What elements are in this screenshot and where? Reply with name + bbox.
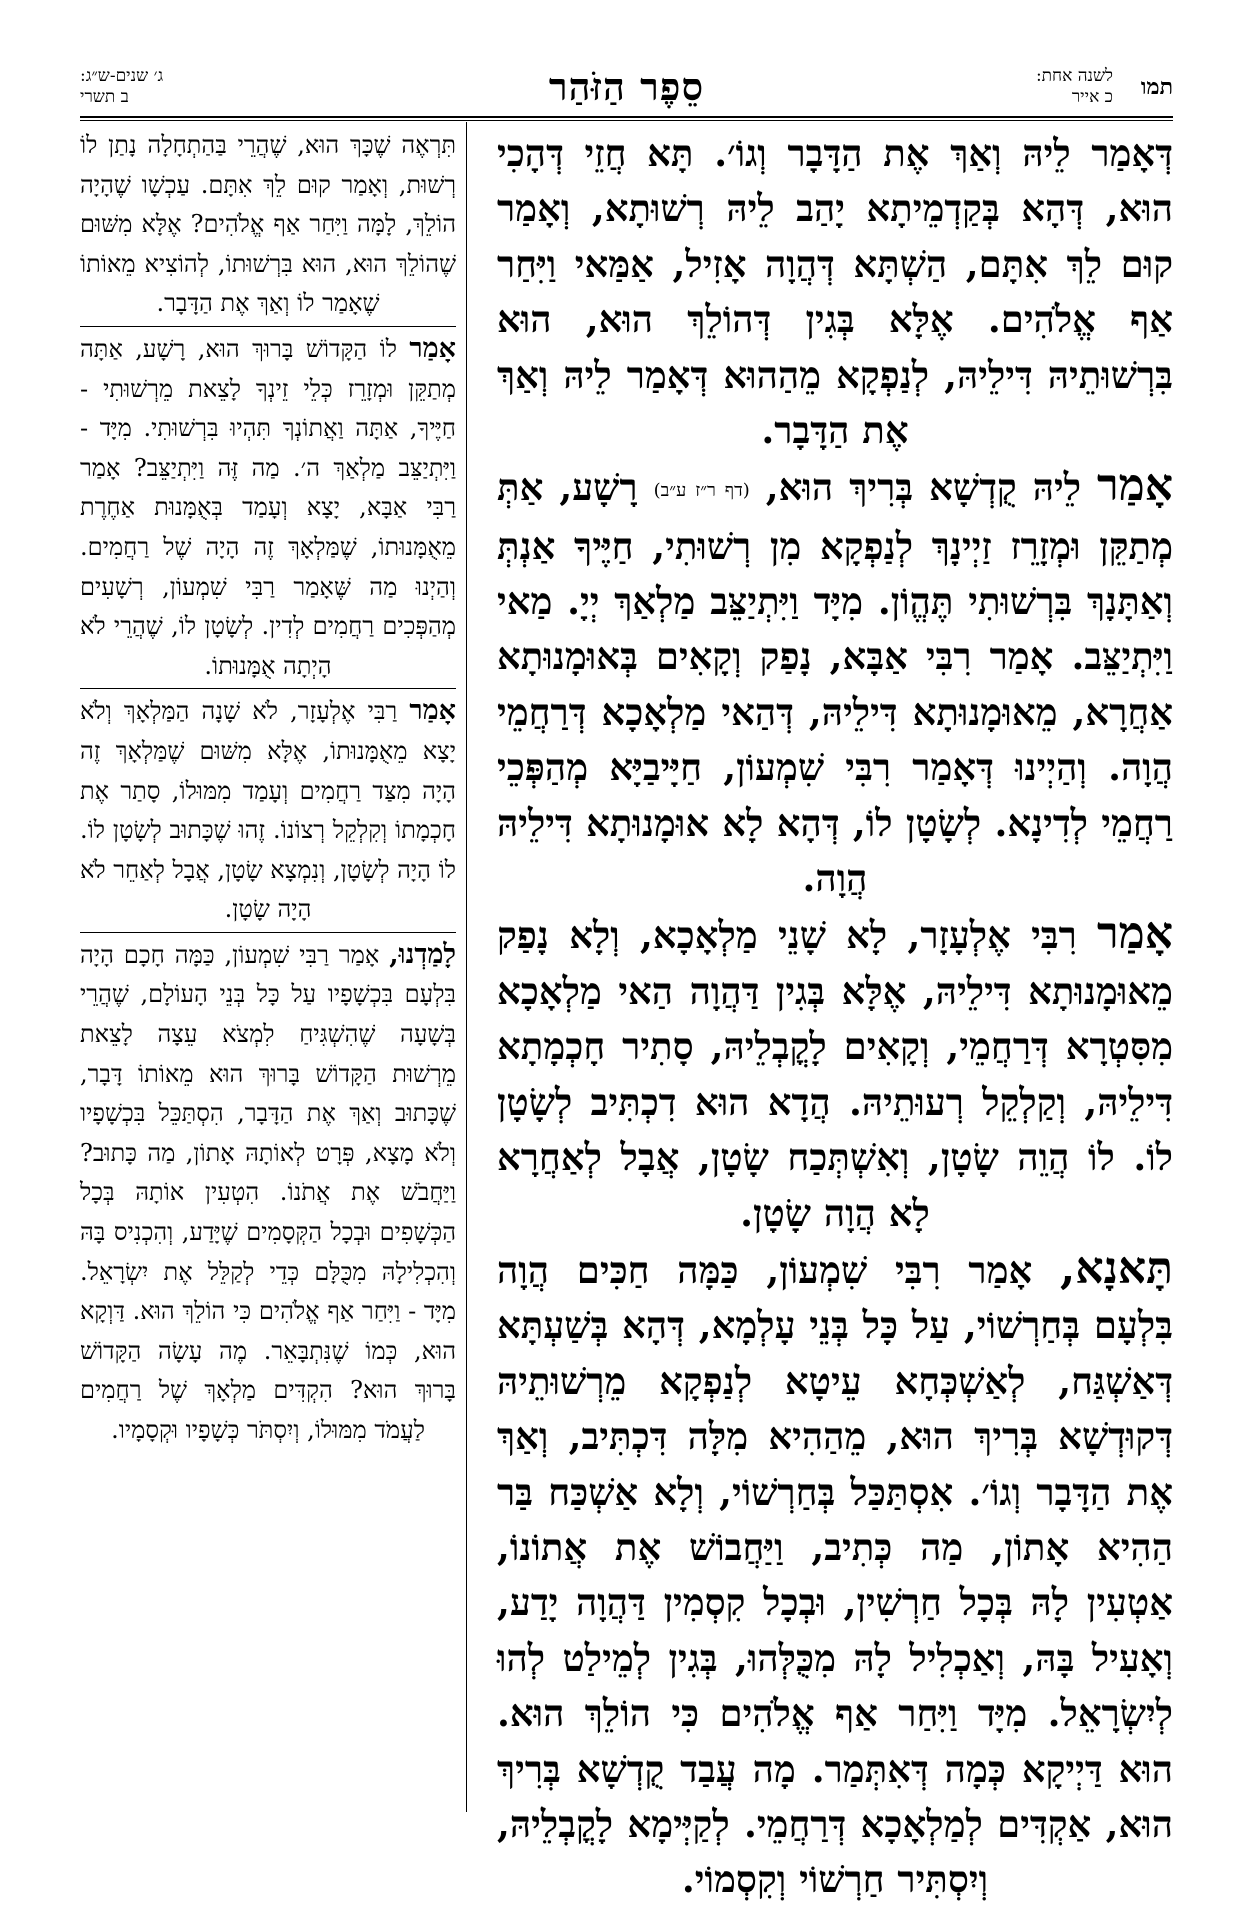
main-paragraph-4 [497,1241,1173,1908]
schedule-three-years [80,66,163,108]
page-header [80,62,1173,116]
side-paragraph-3-lead: אָמַר [409,695,456,727]
page-reference: (דף ר״ז ע״ב) [653,480,750,502]
main-paragraph-4-lead: תָּאנָא, [1060,1242,1173,1294]
schedule-one-year-date: כ אייר [1071,87,1113,107]
side-paragraph-1: תִּרְאֶה שֶׁכָּךְ הוּא, שֶׁהֲרֵי בַּהַתְחָלָה נָתַן לוֹ רְשׁוּת, וְאָמַר קוּם לֵךְ אִתָּם. עַכְשָׁו שֶׁהָיָה הוֹלֵךְ, לָמָּה וַיִּחַר אַף אֱלֹהִים? אֶלָּא מִשּׁוּם שֶׁהוֹלֵךְ הוּא, הוּא בִּרְשׁוּתוֹ, לְהוֹצִיא מֵאוֹתוֹ שֶׁאָמַר לוֹ וְאַךְ אֶת הַדָּבָר. [80,126,456,327]
main-paragraph-1: דְּאָמַר לֵיהּ וְאַךְ אֶת הַדָּבָר וְגוֹ׳. תָּא חֲזֵי דְּהָכִי הוּא, דְּהָא בְּקַדְמֵיתָא יָהַב לֵיהּ רְשׁוּתָא, וְאָמַר קוּם לֵךְ אִתָּם, הַשְׁתָּא דְּהֲוָה אָזִיל, אַמַּאי וַיִּחַר אַף אֱלֹהִים. אֶלָּא בְּגִין דְּהוֹלֵךְ הוּא, הוּא בִּרְשׁוּתֵיהּ דִּילֵיהּ, לְנַפְקָא מֵהַהוּא דְּאָמַר לֵיהּ וְאַךְ אֶת הַדָּבָר. [497,131,1173,453]
side-paragraph-2 [80,329,456,689]
main-paragraph-3-lead: אָמַר [1097,908,1173,960]
main-paragraph-3-text: רִבִּי אֶלְעָזָר, לָא שָׁנֵי מַלְאָכָא, וְלָא נָפַק מֵאוּמָנוּתָא דִּילֵיהּ, אֶלָּא בְּגִין דַּהֲוָה הַאי מַלְאָכָא מִסִּטְרָא דְּרַחֲמֵי, וְקָאִים לָקֳבְלֵיהּ, סָתִיר חָכְמָתָא דִּילֵיהּ, וְקַלְקֵל רְעוּתֵיהּ. הֲדָא הוּא דִכְתִּיב לְשָׂטָן לוֹ. לוֹ הֲוֵה שָׂטָן, וְאִשְׁתְּכַח שָׂטָן, אֲבָל לְאַחֲרָא לָא הֲוָה שָׂטָן. [497,913,1173,1235]
hebrew-translation-column [80,126,456,1826]
aramaic-text-column [497,126,1173,1902]
side-paragraph-4-lead: לָמַדְנוּ, [389,938,456,970]
page-number: תמו [1140,74,1173,100]
side-paragraph-3-text: רַבִּי אֶלְעָזָר, לֹא שָׁנָה הַמַּלְאָךְ וְלֹא יָצָא מֵאֻמָּנוּתוֹ, אֶלָּא מִשּׁוּם שֶׁמַּלְאָךְ זֶה הָיָה מִצַּד רַחֲמִים וְעָמַד מִמּוּלוֹ, סָתַר אֶת חָכְמָתוֹ וְקִלְקֵל רְצוֹנוֹ. זֶהוּ שֶׁכָּתוּב לְשָׂטָן לוֹ. לוֹ הָיָה לְשָׂטָן, וְנִמְצָא שָׂטָן, אֲבָל לְאַחֵר לֹא הָיָה שָׂטָן. [80,697,456,924]
schedule-three-years-label: ג׳ שנים-ש״ג: [80,66,164,86]
main-paragraph-2 [497,458,1173,906]
main-paragraph-2-text-a: לֵיהּ קֻדְשָׁא בְּרִיךְ הוּא, [749,465,1098,510]
book-title: סֵפֶר הַזֹּהַר [548,64,705,109]
header-rule-thin [80,120,1173,121]
main-paragraph-4-text: אָמַר רִבִּי שִׁמְעוֹן, כַּמָּה חַכִּים הֲוָה בִּלְעָם בְּחַרְשׁוֹי, עַל כָּל בְּנֵי עָלְמָא, דְּהָא בְּשַׁעְתָּא דְּאַשְׁגַּח, לְאַשְׁכְּחָא עֵיטָא לְנַפְקָא מֵרְשׁוּתֵיהּ דְּקוּדְשָׁא בְּרִיךְ הוּא, מֵהַהִיא מִלָּה דִּכְתִּיב, וְאַךְ אֶת הַדָּבָר וְגוֹ׳. אִסְתַּכַּל בְּחַרְשׁוֹי, וְלָא אַשְׁכַּח בַּר הַהִיא אָתוֹן, מַה כְּתִיב, וַיַּחֲבוֹשׁ אֶת אֲתוֹנוֹ, אַטְעִין לָהּ בְּכָל חַרְשִׁין, וּבְכָל קִסְמִין דַּהֲוָה יָדַע, וְאָעִיל בָּהּ, וְאַכְלִיל לָהּ מִכֻּלְּהוּ, בְּגִין לְמֵילַט לְהוּ לְיִשְׂרָאֵל. מִיָּד וַיִּחַר אַף אֱלֹהִים כִּי הוֹלֵךְ הוּא. הוּא דַּיְיקָא כְּמָה דְּאִתְּמַר. מָה עֲבַד קֻדְשָׁא בְּרִיךְ הוּא, אַקְדִּים לְמַלְאָכָא דְּרַחֲמֵי. לְקַיְּימָא לָקֳבְלֵיהּ, וְיִסְתִּיר חַרְשׁוֹי וְקִסְמוֹי. [497,1247,1173,1902]
side-paragraph-2-text: לוֹ הַקָּדוֹשׁ בָּרוּךְ הוּא, רָשָׁע, אַתָּה מְתַקֵּן וּמְזָרֵז כְּלֵי זֵינְךָ לָצֵאת מֵרְשׁוּתִי - חַיֶּיךָ, אַתָּה וַאֲתוֹנְךָ תִּהְיוּ בִּרְשׁוּתִי. מִיָּד - וַיִּתְיַצֵּב מַלְאַךְ ה׳. מַה זֶּה וַיִּתְיַצֵּב? אָמַר רַבִּי אַבָּא, יָצָא וְעָמַד בְּאֻמָּנוּת אַחֶרֶת מֵאֻמָּנוּתוֹ, שֶׁמַּלְאָךְ זֶה הָיָה שֶׁל רַחֲמִים. וְהַיְנוּ מַה שֶּׁאָמַר רַבִּי שִׁמְעוֹן, רְשָׁעִים מְהַפְּכִים רַחֲמִים לְדִין. לְשָׂטָן לוֹ, שֶׁהֲרֵי לֹא הָיְתָה אֻמָּנוּתוֹ. [80,334,456,680]
side-paragraph-4 [80,935,456,1453]
side-paragraph-4-text: אָמַר רַבִּי שִׁמְעוֹן, כַּמָּה חָכָם הָיָה בִּלְעָם בִּכְשָׁפָיו עַל כָּל בְּנֵי הָעוֹלָם, שֶׁהֲרֵי בְּשָׁעָה שֶׁהִשְׁגִּיחַ לִמְצֹא עֵצָה לָצֵאת מֵרְשׁוּת הַקָּדוֹשׁ בָּרוּךְ הוּא מֵאוֹתוֹ דָּבָר, שֶׁכָּתוּב וְאַךְ אֶת הַדָּבָר, הִסְתַּכֵּל בִּכְשָׁפָיו וְלֹא מָצָא, פְּרָט לְאוֹתָהּ אָתוֹן, מַה כָּתוּב? וַיַּחֲבֹשׁ אֶת אֲתֹנוֹ. הִטְעִין אוֹתָהּ בְּכָל הַכְּשָׁפִים וּבְכָל הַקְּסָמִים שֶׁיָּדַע, וְהִכְנִיס בָּהּ וְהִכְלִילָהּ מִכֻּלָּם כְּדֵי לְקַלֵּל אֶת יִשְׂרָאֵל. מִיָּד - וַיִּחַר אַף אֱלֹהִים כִּי הוֹלֵךְ הוּא. דַּוְקָא הוּא, כְּמוֹ שֶׁנִּתְבָּאֵר. מֶה עָשָׂה הַקָּדוֹשׁ בָּרוּךְ הוּא? הִקְדִּים מַלְאָךְ שֶׁל רַחֲמִים לַעֲמֹד מִמּוּלוֹ, וְיִסְתֹּר כְּשָׁפָיו וּקְסָמָיו. [80,940,456,1444]
schedule-three-years-date: ב תשרי [80,87,129,107]
side-paragraph-3 [80,691,456,933]
main-paragraph-2-text-b: רָשָׁע, אַתְּ מְתַקֵּן וּמְזָרֵז זַיְינָךְ לְנַפְקָא מִן רְשׁוּתִי, חַיֶּיךָ אַנְתְּ וְאַתָּנָךְ בִּרְשׁוּתִי תֶּהֱוֹן. מִיָּד וַיִּתְיַצֵּב מַלְאַךְ יְיָ. מַאי וַיִּתְיַצֵּב. אָמַר רִבִּי אַבָּא, נָפַק וְקָאִים בְּאוּמָנוּתָא אַחֲרָא, מֵאוּמָנוּתָא דִּילֵיהּ, דְּהַאי מַלְאָכָא דְּרַחֲמֵי הֲוָה. וְהַיְינוּ דְּאָמַר רִבִּי שִׁמְעוֹן, חַיָּיבַיָּא מְהַפְּכֵי רַחֲמֵי לְדִינָא. לְשָׂטָן לוֹ, דְּהָא לָא אוּמָנוּתָא דִּילֵיהּ הֲוָה. [497,465,1173,901]
column-divider [466,122,467,1812]
main-paragraph-2-lead: אָמַר [1097,460,1173,512]
schedule-one-year-label: לשנה אחת: [1035,66,1113,86]
main-paragraph-3 [497,906,1173,1240]
header-rule [80,116,1173,118]
side-paragraph-2-lead: אָמַר [409,332,456,364]
